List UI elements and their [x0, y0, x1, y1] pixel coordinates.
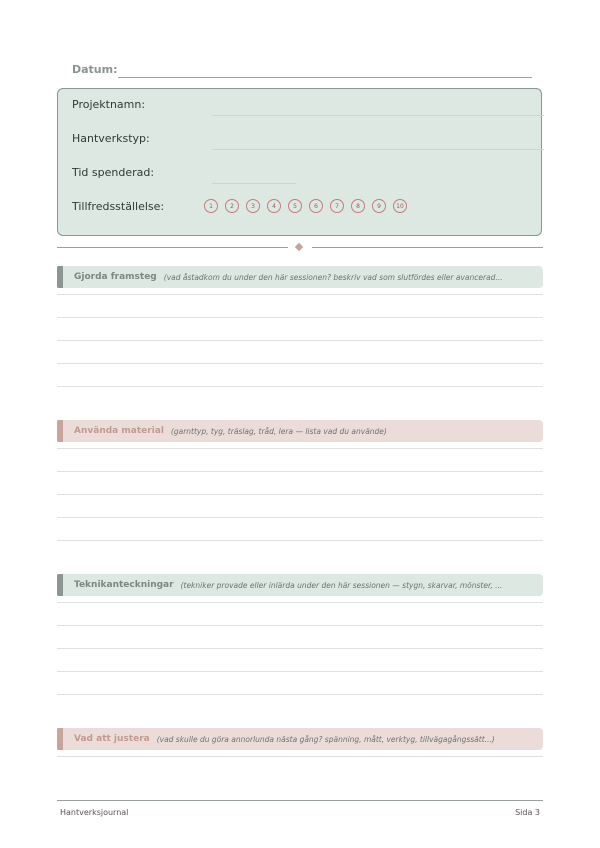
writing-line[interactable]	[57, 494, 543, 495]
section-header-progress	[57, 266, 543, 288]
section-title: Vad att justera	[74, 734, 150, 744]
rating-circle-5[interactable]: 5	[288, 199, 302, 213]
project-name-label: Projektnamn:	[72, 98, 146, 111]
writing-line[interactable]	[57, 694, 543, 695]
section-header-materials	[57, 420, 543, 442]
writing-line[interactable]	[57, 540, 543, 541]
writing-line[interactable]	[57, 386, 543, 387]
section-accent-bar	[57, 728, 63, 750]
writing-line[interactable]	[57, 756, 543, 757]
footer-title: Hantverksjournal	[60, 808, 129, 817]
rating-circle-1[interactable]: 1	[204, 199, 218, 213]
page-number: Sida 3	[515, 808, 540, 817]
rating-circle-6[interactable]: 6	[309, 199, 323, 213]
section-hint: (tekniker provade eller inlärda under den här sessionen — stygn, skarvar, mönster, ...	[180, 580, 503, 590]
divider-left	[57, 247, 288, 248]
writing-line[interactable]	[57, 363, 543, 364]
session-info-box	[57, 88, 542, 236]
writing-line[interactable]	[57, 294, 543, 295]
satisfaction-scale	[204, 199, 407, 213]
rating-circle-7[interactable]: 7	[330, 199, 344, 213]
project-name-field[interactable]	[212, 115, 544, 116]
section-hint: (garnttyp, tyg, träslag, tråd, lera — lista vad du använde)	[170, 426, 387, 436]
section-title: Gjorda framsteg	[74, 272, 157, 282]
rating-circle-9[interactable]: 9	[372, 199, 386, 213]
section-hint: (vad åstadkom du under den här sessionen? beskriv vad som slutfördes eller avancerad...	[163, 272, 503, 282]
writing-line[interactable]	[57, 671, 543, 672]
rating-circle-4[interactable]: 4	[267, 199, 281, 213]
writing-line[interactable]	[57, 317, 543, 318]
time-spent-field[interactable]	[212, 183, 296, 184]
divider-right	[312, 247, 543, 248]
rating-circle-3[interactable]: 3	[246, 199, 260, 213]
section-hint: (vad skulle du göra annorlunda nästa gång? spänning, mått, verktyg, tillvägagångssätt...)	[156, 734, 495, 744]
writing-line[interactable]	[57, 602, 543, 603]
footer-divider	[57, 800, 543, 801]
section-header-technique	[57, 574, 543, 596]
craft-type-label: Hantverkstyp:	[72, 132, 150, 145]
diamond-icon	[295, 243, 303, 251]
time-spent-label: Tid spenderad:	[72, 166, 155, 179]
section-accent-bar	[57, 266, 63, 288]
rating-circle-10[interactable]: 10	[393, 199, 407, 213]
writing-line[interactable]	[57, 625, 543, 626]
satisfaction-label: Tillfredsställelse:	[72, 200, 165, 213]
section-title: Teknikanteckningar	[74, 580, 174, 590]
section-accent-bar	[57, 420, 63, 442]
date-label: Datum:	[72, 63, 118, 76]
writing-line[interactable]	[57, 648, 543, 649]
writing-line[interactable]	[57, 517, 543, 518]
date-field[interactable]	[118, 77, 532, 78]
rating-circle-8[interactable]: 8	[351, 199, 365, 213]
writing-line[interactable]	[57, 471, 543, 472]
section-title: Använda material	[74, 426, 164, 436]
section-accent-bar	[57, 574, 63, 596]
rating-circle-2[interactable]: 2	[225, 199, 239, 213]
craft-type-field[interactable]	[212, 149, 544, 150]
writing-line[interactable]	[57, 340, 543, 341]
section-header-adjust	[57, 728, 543, 750]
writing-line[interactable]	[57, 448, 543, 449]
